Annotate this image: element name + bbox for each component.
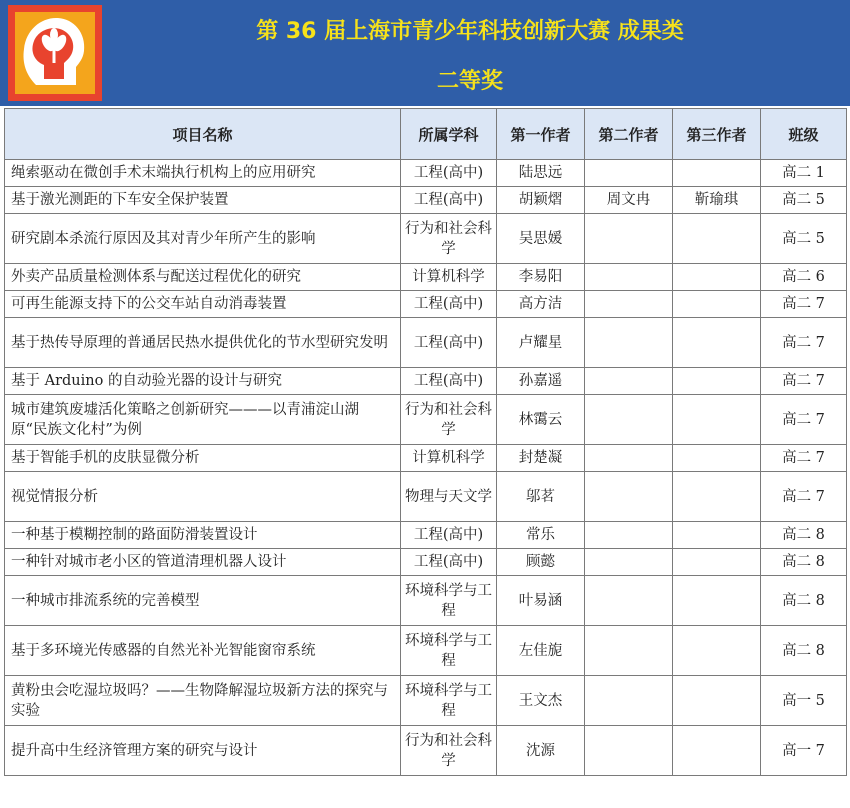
cell-class: 高一 7: [761, 726, 847, 776]
cell-author2: [585, 676, 673, 726]
cell-author1: 孙嘉遥: [497, 368, 585, 395]
table-row: [5, 187, 847, 214]
cell-author3: [673, 160, 761, 187]
column-header-name: 项目名称: [5, 109, 401, 160]
cell-author2: [585, 318, 673, 368]
cell-class: 高二 8: [761, 626, 847, 676]
cell-name: 一种基于模糊控制的路面防滑装置设计: [5, 522, 401, 549]
cell-author2: [585, 726, 673, 776]
cell-author3: 靳瑜琪: [673, 187, 761, 214]
cell-author3: [673, 264, 761, 291]
cell-name: 研究剧本杀流行原因及其对青少年所产生的影响: [5, 214, 401, 264]
cell-subject: 环境科学与工程: [401, 676, 497, 726]
table-row: [5, 549, 847, 576]
cell-author1: 陆思远: [497, 160, 585, 187]
cell-author2: [585, 576, 673, 626]
cell-author1: 沈源: [497, 726, 585, 776]
cell-name: 黄粉虫会吃湿垃圾吗？——生物降解湿垃圾新方法的探究与实验: [5, 676, 401, 726]
cell-author1: 吴思媛: [497, 214, 585, 264]
awards-table: [4, 108, 847, 776]
cell-author3: [673, 318, 761, 368]
award-level: 二等奖: [436, 69, 503, 94]
cell-name: 绳索驱动在微创手术末端执行机构上的应用研究: [5, 160, 401, 187]
table-row: [5, 264, 847, 291]
cell-author2: [585, 214, 673, 264]
cell-author1: 王文杰: [497, 676, 585, 726]
cell-author2: [585, 445, 673, 472]
cell-subject: 工程(高中): [401, 368, 497, 395]
table-row: [5, 214, 847, 264]
cell-author1: 胡颖熠: [497, 187, 585, 214]
cell-class: 高二 5: [761, 187, 847, 214]
cell-subject: 工程(高中): [401, 318, 497, 368]
table-row: [5, 726, 847, 776]
cell-author1: 左佳旎: [497, 626, 585, 676]
cell-name: 基于多环境光传感器的自然光补光智能窗帘系统: [5, 626, 401, 676]
cell-author1: 卢耀星: [497, 318, 585, 368]
cell-name: 外卖产品质量检测体系与配送过程优化的研究: [5, 264, 401, 291]
cell-author2: [585, 549, 673, 576]
cell-author3: [673, 576, 761, 626]
cell-class: 高二 8: [761, 549, 847, 576]
cell-subject: 物理与天文学: [401, 472, 497, 522]
table-row: [5, 626, 847, 676]
cell-class: 高二 7: [761, 318, 847, 368]
cell-author1: 邬茗: [497, 472, 585, 522]
cell-author1: 叶易涵: [497, 576, 585, 626]
cell-name: 可再生能源支持下的公交车站自动消毒装置: [5, 291, 401, 318]
congress-logo-icon: [8, 5, 102, 101]
cell-author1: 封楚凝: [497, 445, 585, 472]
cell-author3: [673, 522, 761, 549]
cell-subject: 工程(高中): [401, 187, 497, 214]
cell-author3: [673, 445, 761, 472]
cell-author3: [673, 626, 761, 676]
table-row: [5, 318, 847, 368]
column-header-author3: 第三作者: [673, 109, 761, 160]
table-header-row: [5, 109, 847, 160]
cell-author1: 常乐: [497, 522, 585, 549]
table-row: [5, 395, 847, 445]
cell-name: 基于 Arduino 的自动验光器的设计与研究: [5, 368, 401, 395]
cell-class: 高二 7: [761, 445, 847, 472]
cell-name: 城市建筑废墟活化策略之创新研究———以青浦淀山湖原“民族文化村”为例: [5, 395, 401, 445]
cell-subject: 计算机科学: [401, 264, 497, 291]
cell-subject: 计算机科学: [401, 445, 497, 472]
cell-author2: [585, 395, 673, 445]
table-row: [5, 368, 847, 395]
cell-author1: 高方洁: [497, 291, 585, 318]
cell-author3: [673, 395, 761, 445]
cell-subject: 行为和社会科学: [401, 726, 497, 776]
cell-subject: 工程(高中): [401, 522, 497, 549]
table-row: [5, 522, 847, 549]
cell-subject: 工程(高中): [401, 160, 497, 187]
table-row: [5, 445, 847, 472]
cell-subject: 环境科学与工程: [401, 576, 497, 626]
cell-name: 一种针对城市老小区的管道清理机器人设计: [5, 549, 401, 576]
cell-author2: [585, 264, 673, 291]
cell-author2: [585, 291, 673, 318]
column-header-author1: 第一作者: [497, 109, 585, 160]
cell-subject: 工程(高中): [401, 291, 497, 318]
cell-class: 高二 8: [761, 576, 847, 626]
cell-subject: 行为和社会科学: [401, 214, 497, 264]
cell-author3: [673, 676, 761, 726]
cell-subject: 环境科学与工程: [401, 626, 497, 676]
column-header-subject: 所属学科: [401, 109, 497, 160]
title-banner: [0, 0, 850, 108]
table-row: [5, 291, 847, 318]
table-row: [5, 472, 847, 522]
table-row: [5, 160, 847, 187]
cell-author3: [673, 214, 761, 264]
cell-class: 高二 7: [761, 395, 847, 445]
table-row: [5, 676, 847, 726]
cell-name: 基于智能手机的皮肤显微分析: [5, 445, 401, 472]
cell-author2: [585, 626, 673, 676]
cell-class: 高二 7: [761, 472, 847, 522]
cell-author3: [673, 472, 761, 522]
cell-author2: 周文冉: [585, 187, 673, 214]
cell-author2: [585, 472, 673, 522]
cell-author3: [673, 368, 761, 395]
column-header-class: 班级: [761, 109, 847, 160]
table-row: [5, 576, 847, 626]
cell-author3: [673, 726, 761, 776]
cell-author2: [585, 160, 673, 187]
cell-author3: [673, 549, 761, 576]
cell-author1: 李易阳: [497, 264, 585, 291]
cell-class: 高二 5: [761, 214, 847, 264]
cell-author2: [585, 522, 673, 549]
cell-name: 视觉情报分析: [5, 472, 401, 522]
cell-class: 高二 7: [761, 291, 847, 318]
cell-subject: 行为和社会科学: [401, 395, 497, 445]
page-title: 第 36 届上海市青少年科技创新大赛 成果类: [256, 19, 684, 44]
cell-class: 高二 1: [761, 160, 847, 187]
cell-name: 一种城市排流系统的完善模型: [5, 576, 401, 626]
cell-class: 高二 8: [761, 522, 847, 549]
cell-class: 高二 6: [761, 264, 847, 291]
cell-class: 高一 5: [761, 676, 847, 726]
cell-author1: 顾懿: [497, 549, 585, 576]
cell-name: 基于激光测距的下车安全保护装置: [5, 187, 401, 214]
cell-name: 提升高中生经济管理方案的研究与设计: [5, 726, 401, 776]
cell-class: 高二 7: [761, 368, 847, 395]
cell-author1: 林霭云: [497, 395, 585, 445]
column-header-author2: 第二作者: [585, 109, 673, 160]
cell-author3: [673, 291, 761, 318]
cell-subject: 工程(高中): [401, 549, 497, 576]
cell-author2: [585, 368, 673, 395]
cell-name: 基于热传导原理的普通居民热水提供优化的节水型研究发明: [5, 318, 401, 368]
